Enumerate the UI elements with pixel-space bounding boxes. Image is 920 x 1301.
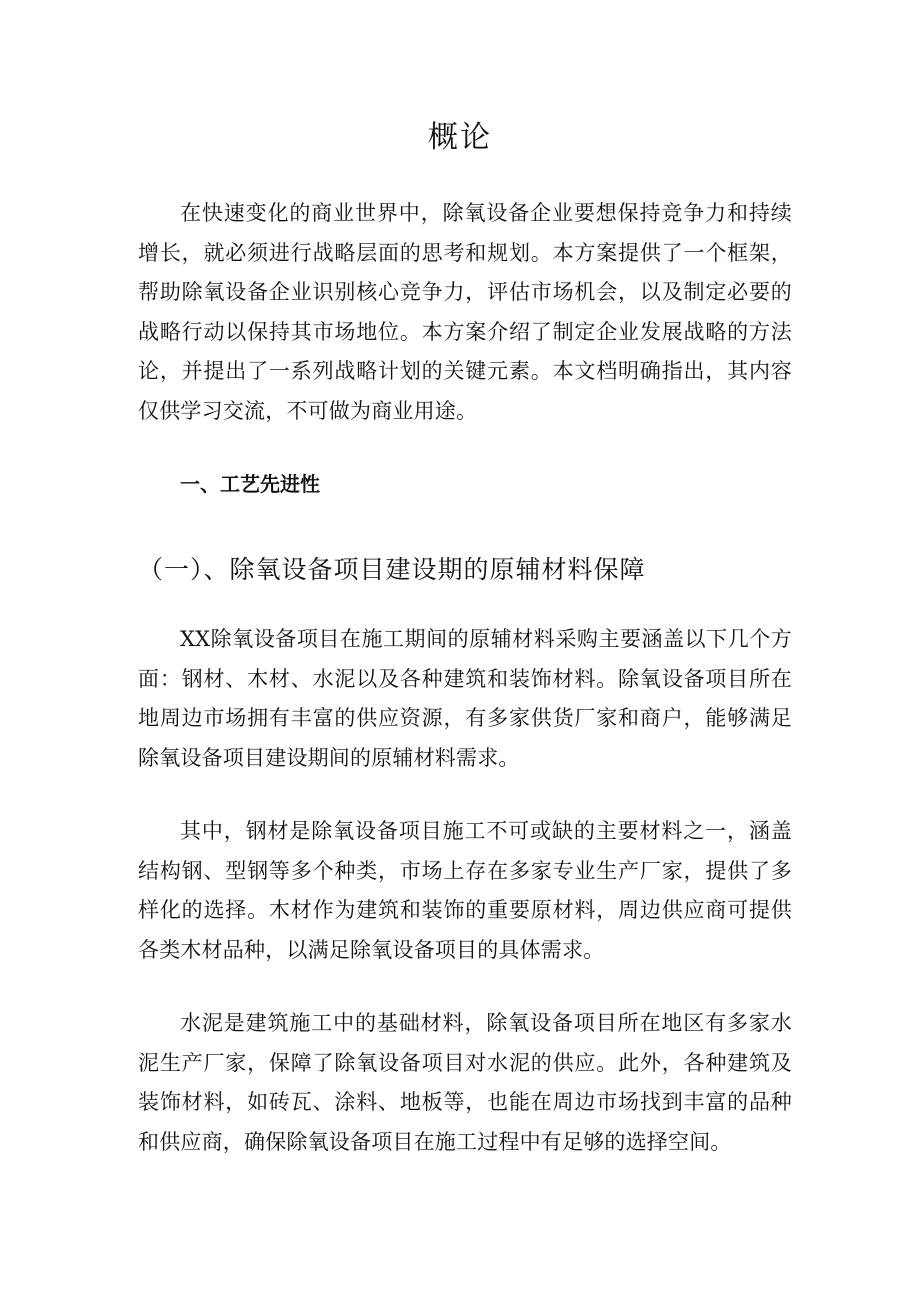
body-paragraph: 其中，钢材是除氧设备项目施工不可或缺的主要材料之一，涵盖结构钢、型钢等多个种类，市场上存在多家专业生产厂家，提供了多样化的选择。木材作为建筑和装饰的重要原材料，周边供应商可提供各类木材品种，以满足除氧设备项目的具体需求。 [138, 819, 792, 962]
body-paragraph: XX除氧设备项目在施工期间的原辅材料采购主要涵盖以下几个方面：钢材、木材、水泥以及各种建筑和装饰材料。除氧设备项目所在地周边市场拥有丰富的供应资源，有多家供货厂家和商户，能够满足除氧设备项目建设期间的原辅材料需求。 [138, 627, 792, 770]
subsection-heading: （一）、除氧设备项目建设期的原辅材料保障 [138, 555, 646, 584]
intro-paragraph: 在快速变化的商业世界中，除氧设备企业要想保持竞争力和持续增长，就必须进行战略层面的思考和规划。本方案提供了一个框架，帮助除氧设备企业识别核心竞争力，评估市场机会，以及制定必要的战略行动以保持其市场地位。本方案介绍了制定企业发展战略的方法论，并提出了一系列战略计划的关键元素。本文档明确指出，其内容仅供学习交流，不可做为商业用途。 [138, 201, 792, 423]
document-title: 概论 [428, 120, 492, 155]
section-heading: 一、工艺先进性 [180, 472, 320, 496]
body-paragraph: 水泥是建筑施工中的基础材料，除氧设备项目所在地区有多家水泥生产厂家，保障了除氧设备项目对水泥的供应。此外，各种建筑及装饰材料，如砖瓦、涂料、地板等，也能在周边市场找到丰富的品种和供应商，确保除氧设备项目在施工过程中有足够的选择空间。 [138, 1011, 792, 1154]
